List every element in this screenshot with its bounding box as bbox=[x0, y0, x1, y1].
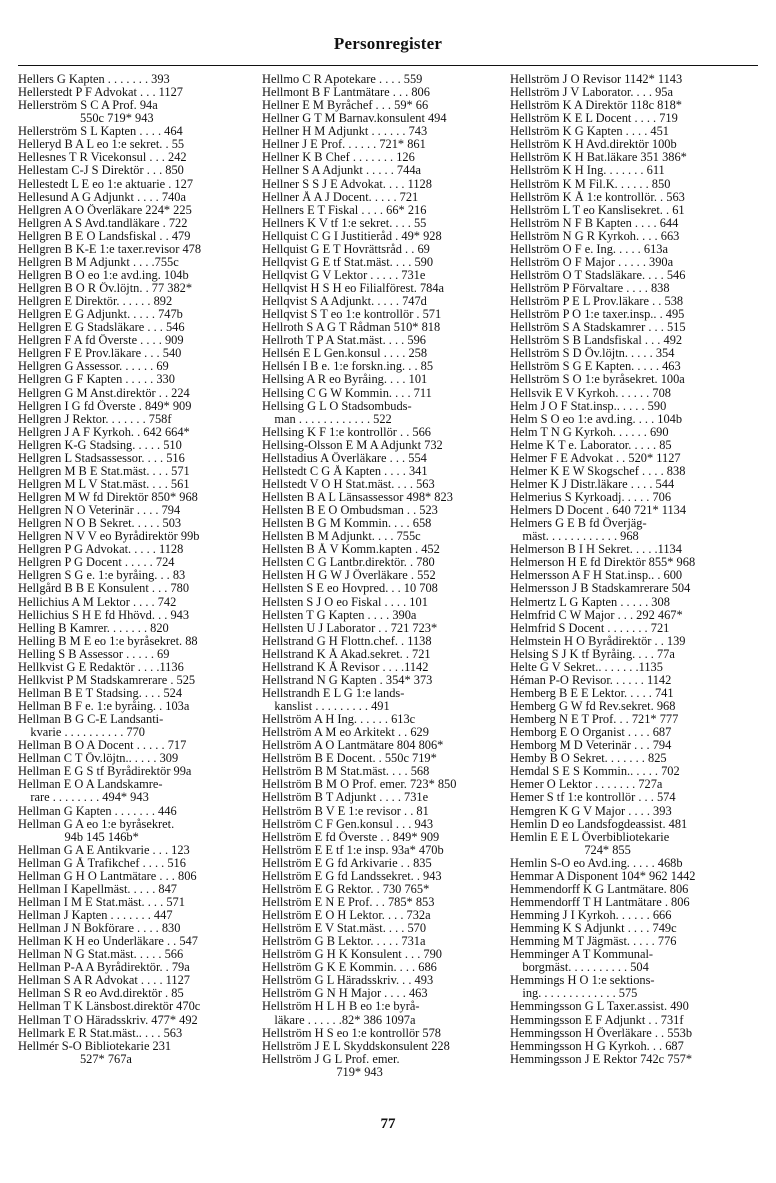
register-entry: Hellsten B Å V Komm.kapten . 452 bbox=[262, 543, 440, 557]
register-entry: Hellman B F e. 1:e byråing. . 103a bbox=[18, 700, 190, 713]
register-entry: Hemberg N E T Prof. . . 721* 777 bbox=[510, 713, 679, 727]
register-entry: Helme K T e. Laborator. . . . . 85 bbox=[510, 438, 672, 452]
register-entry: Hellström O F Major . . . . . 390a bbox=[510, 255, 674, 269]
register-entry: Hellner H M Adjunkt . . . . . . 743 bbox=[262, 125, 428, 139]
register-entry: Hemmingsson G L Taxer.assist. 490 bbox=[510, 1000, 689, 1014]
register-entry: Hellqvist G E tf Stat.mäst. . . . 590 bbox=[262, 255, 434, 269]
register-entry: Hellsing K F 1:e kontrollör . . 566 bbox=[262, 425, 431, 439]
register-entry: mäst. . . . . . . . . . . . 968 bbox=[510, 530, 639, 544]
register-entry: Hellgren K-G Stadsing. . . . . 510 bbox=[18, 438, 182, 452]
register-entry: Hemborg E O Organist . . . . 687 bbox=[510, 726, 672, 740]
register-entry: Hellman T K Länsbost.direktör 470c bbox=[18, 1000, 201, 1014]
register-entry: Hellmér S-O Bibliotekarie 231 bbox=[18, 1039, 172, 1053]
register-entry: Hellström O F e. Ing. . . . . 613a bbox=[510, 242, 668, 256]
register-entry: Hemer S tf 1:e kontrollör . . . 574 bbox=[510, 791, 676, 805]
register-entry: Helling B Kamrer. . . . . . . 820 bbox=[18, 621, 169, 635]
register-entry: Hellgren F E Prov.läkare . . . 540 bbox=[18, 347, 182, 361]
register-entry: Hellström S G E Kapten. . . . . 463 bbox=[510, 360, 681, 374]
register-entry: Hellman B G C-E Landsanti- bbox=[18, 713, 164, 727]
register-entry: Helmer F E Advokat . . 520* 1127 bbox=[510, 451, 681, 465]
register-entry: Hemgren K G V Major . . . . 393 bbox=[510, 804, 672, 818]
register-entry: Hellgren M L V Stat.mäst. . . . 561 bbox=[18, 477, 190, 491]
register-entry: Hellesnes T R Vicekonsul . . . 242 bbox=[18, 151, 187, 165]
register-entry: Hemlin S-O eo Avd.ing. . . . . 468b bbox=[510, 856, 683, 870]
register-entry: Hemer O Lektor . . . . . . . 727a bbox=[510, 778, 663, 792]
register-entry: Hellman B E T Stadsing. . . . 524 bbox=[18, 686, 183, 700]
register-entry: Hellman I Kapellmäst. . . . . 847 bbox=[18, 882, 177, 896]
register-entry: Hellgren S G e. 1:e byråing. . . 83 bbox=[18, 569, 186, 583]
register-entry: Hellström A O Lantmätare 804 806* bbox=[262, 739, 444, 753]
register-entry: Hellstadius A Överläkare . . . 554 bbox=[262, 451, 427, 465]
register-entry: Hellman C T Öv.löjtn.. . . . . 309 bbox=[18, 752, 179, 766]
register-entry: Hellgren E G Adjunkt. . . . . 747b bbox=[18, 308, 183, 322]
register-entry: Hellström E G fd Landssekret. . 943 bbox=[262, 869, 442, 883]
register-entry: Hellstrand K Å Revisor . . . .1142 bbox=[262, 660, 429, 674]
register-entry: Hellström P Förvaltare . . . . 838 bbox=[510, 282, 670, 295]
register-entry: Helm T N G Kyrkoh. . . . . . 690 bbox=[510, 425, 669, 439]
register-entry: Hemmingsson H G Kyrkoh. . . 687 bbox=[510, 1039, 684, 1053]
register-entry: Hellgren B K-E 1:e taxer.revisor 478 bbox=[18, 242, 202, 256]
register-entry: Hemmendorff K G Lantmätare. 806 bbox=[510, 882, 689, 896]
register-entry: Hellman G A E Antikvarie . . . 123 bbox=[18, 843, 190, 857]
register-entry: Helmstein H O Byrådirektör . . 139 bbox=[510, 634, 686, 648]
register-entry: Helleryd B A L eo 1:e sekret. . 55 bbox=[18, 138, 185, 152]
register-entry: Hellman G Kapten . . . . . . . 446 bbox=[18, 804, 177, 818]
register-entry: Hellgren G M Anst.direktör . . 224 bbox=[18, 386, 190, 400]
register-entry: Hellman P-A A Byrådirektör. . 79a bbox=[18, 961, 190, 975]
register-entry: Hellström G H K Konsulent . . . 790 bbox=[262, 948, 442, 962]
register-entry: Helmer K E W Skogschef . . . . 838 bbox=[510, 464, 686, 478]
register-entry: Hellström B M Stat.mäst. . . . 568 bbox=[262, 765, 430, 779]
register-entry: Hellström J G L Prof. emer. bbox=[262, 1052, 400, 1066]
register-entry: Hellners E T Fiskal . . . . 66* 216 bbox=[262, 203, 427, 217]
register-entry: Hellsten H G W J Överläkare . 552 bbox=[262, 569, 436, 583]
register-entry: Hellers G Kapten . . . . . . . 393 bbox=[18, 73, 170, 86]
register-entry: Helte G V Sekret.. . . . . . .1135 bbox=[510, 660, 663, 674]
register-entry: Hemmingsson J E Rektor 742c 757* bbox=[510, 1052, 693, 1066]
register-entry: Hellgren N O B Sekret. . . . . 503 bbox=[18, 517, 182, 531]
register-entry: Hemmendorff T H Lantmätare . 806 bbox=[510, 895, 690, 909]
register-entry: Hellner S S J E Advokat. . . . 1128 bbox=[262, 177, 432, 191]
register-entry: Hellner K B Chef . . . . . . . 126 bbox=[262, 151, 415, 165]
register-entry: Hellman T O Häradsskriv. 477* 492 bbox=[18, 1013, 198, 1027]
register-entry: Hellström P O 1:e taxer.insp.. . 495 bbox=[510, 308, 685, 322]
register-entry: Hellsten S E eo Hovpred. . . 10 708 bbox=[262, 582, 438, 596]
register-entry: Helmersson J B Stadskamrerare 504 bbox=[510, 582, 691, 596]
register-entry: Hellman J Kapten . . . . . . . 447 bbox=[18, 909, 173, 922]
register-entry: Hellichius A M Lektor . . . . 742 bbox=[18, 595, 177, 609]
register-entry: Hellgren M B E Stat.mäst. . . . 571 bbox=[18, 464, 190, 478]
register-entry: Hellström E V Stat.mäst. . . . 570 bbox=[262, 922, 427, 936]
header-rule bbox=[18, 65, 758, 66]
register-entry: Hellman B O A Docent . . . . . 717 bbox=[18, 739, 187, 753]
register-entry: Hemberg G W fd Rev.sekret. 968 bbox=[510, 700, 676, 713]
register-entry: 719* 943 bbox=[262, 1065, 383, 1079]
register-entry: Hellsten B G M Kommin. . . . 658 bbox=[262, 517, 432, 531]
register-entry: Helmer K J Distr.läkare . . . . 544 bbox=[510, 477, 675, 491]
register-column-3 bbox=[510, 73, 758, 1066]
register-entry: Hellström G N H Major . . . . 463 bbox=[262, 987, 428, 1001]
register-entry: Helm J O F Stat.insp.. . . . . 590 bbox=[510, 399, 667, 413]
register-entry: Hellström B V E 1:e revisor . . 81 bbox=[262, 804, 429, 818]
register-column-1 bbox=[18, 73, 262, 1066]
register-entry: Hellström C F Gen.konsul . . . 943 bbox=[262, 817, 434, 831]
register-entry: Hellström H S eo 1:e kontrollör 578 bbox=[262, 1026, 441, 1040]
register-entry: Hellström K E L Docent . . . . 719 bbox=[510, 112, 678, 126]
register-entry: Helling S B Assessor . . . . . 69 bbox=[18, 647, 170, 661]
register-entry: Hellström E G Rektor. . 730 765* bbox=[262, 882, 430, 896]
register-entry: Hellman S R eo Avd.direktör . 85 bbox=[18, 987, 184, 1001]
register-entry: Hellsing-Olsson E M A Adjunkt 732 bbox=[262, 438, 443, 452]
register-entry: Hellestedt L E eo 1:e aktuarie . 127 bbox=[18, 177, 194, 191]
register-entry: Hemmingsson E F Adjunkt . . 731f bbox=[510, 1013, 684, 1027]
register-entry: Hellström G L Häradsskriv. . . 493 bbox=[262, 974, 434, 988]
register-entry: Hellsén I B e. 1:e forskn.ing. . . 85 bbox=[262, 360, 434, 374]
register-entry: Hemby B O Sekret. . . . . . . 825 bbox=[510, 752, 667, 766]
register-entry: Hellstedt V O H Stat.mäst. . . . 563 bbox=[262, 477, 435, 491]
register-entry: Hellsing C G W Kommin. . . . 711 bbox=[262, 386, 432, 400]
register-entry: Hellman G H O Lantmätare . . . 806 bbox=[18, 869, 197, 883]
register-entry: Hellgren G F Kapten . . . . . 330 bbox=[18, 373, 175, 387]
register-entry: Hellgren B O eo 1:e avd.ing. 104b bbox=[18, 268, 189, 282]
register-entry: Hellners K V tf 1:e sekret. . . . 55 bbox=[262, 216, 427, 230]
register-entry: Hellström P E L Prov.läkare . . 538 bbox=[510, 295, 684, 309]
register-entry: Hellquist G E T Hovrättsråd . . 69 bbox=[262, 242, 430, 256]
register-entry: Hellsén E L Gen.konsul . . . . 258 bbox=[262, 347, 428, 361]
register-entry: Hellström H L H B eo 1:e byrå- bbox=[262, 1000, 420, 1014]
register-entry: Hellgren B M Adjunkt . . . .755c bbox=[18, 255, 179, 269]
register-entry: Hellström J O Revisor 1142* 1143 bbox=[510, 73, 683, 86]
register-entry: Hellsten C G Lantbr.direktör. . 780 bbox=[262, 556, 435, 570]
register-entry: Hellman E G S tf Byrådirektör 99a bbox=[18, 765, 192, 779]
register-entry: kvarie . . . . . . . . . . 770 bbox=[18, 726, 145, 740]
register-entry: man . . . . . . . . . . . . 522 bbox=[262, 412, 392, 426]
register-entry: Hellström J V Laborator. . . . 95a bbox=[510, 86, 674, 100]
register-entry: Hellgren J A F Kyrkoh. . 642 664* bbox=[18, 425, 190, 439]
register-entry: Hellichius S H E fd Hhövd. . . 943 bbox=[18, 608, 190, 622]
register-entry: Hellström K M Fil.K. . . . . . 850 bbox=[510, 177, 671, 191]
register-entry: Hellmark E R Stat.mäst.. . . . 563 bbox=[18, 1026, 183, 1040]
register-entry: Hellgren J Rektor. . . . . . . 758f bbox=[18, 412, 172, 426]
register-entry: Hemlin E E L Överbibliotekarie bbox=[510, 830, 670, 844]
register-entry: Hellsten B M Adjunkt. . . . 755c bbox=[262, 530, 421, 544]
register-entry: Hellstedt C G Å Kapten . . . . 341 bbox=[262, 464, 428, 478]
register-entry: Hellestam C-J S Direktör . . . 850 bbox=[18, 164, 184, 178]
register-entry: Hellgren P G Docent . . . . . 724 bbox=[18, 556, 175, 570]
register-entry: ing. . . . . . . . . . . . . 575 bbox=[510, 987, 638, 1001]
register-entry: Helsing S J K tf Byråing. . . . 77a bbox=[510, 647, 675, 661]
register-entry: Helmfrid C W Major . . . 292 467* bbox=[510, 608, 683, 622]
register-entry: Hellsten U J Laborator . . 721 723* bbox=[262, 621, 438, 635]
register-entry: Hellström K Å 1:e kontrollör. . 563 bbox=[510, 190, 685, 204]
register-entry: Hellqvist S A Adjunkt. . . . . 747d bbox=[262, 295, 427, 309]
register-entry: Helling B M E eo 1:e byråsekret. 88 bbox=[18, 634, 198, 648]
register-entry: Hellgren N V V eo Byrådirektör 99b bbox=[18, 530, 200, 544]
register-entry: Hellström A H Ing. . . . . . 613c bbox=[262, 713, 416, 727]
register-entry: Hellner E M Byråchef . . . 59* 66 bbox=[262, 99, 429, 113]
register-entry: Hellstrand K Å Akad.sekret. . 721 bbox=[262, 647, 431, 661]
register-entry: Hellkvist G E Redaktör . . . .1136 bbox=[18, 660, 184, 674]
page-title: Personregister bbox=[333, 34, 443, 53]
register-entry: Hellström G K E Kommin. . . . 686 bbox=[262, 961, 437, 975]
register-entry: Hellström S O 1:e byråsekret. 100a bbox=[510, 373, 685, 387]
register-entry: 550c 719* 943 bbox=[18, 112, 154, 126]
register-entry: Hellström B E Docent. . 550c 719* bbox=[262, 752, 437, 766]
register-entry: Hellström E fd Överste . . 849* 909 bbox=[262, 830, 440, 844]
register-entry: Hellsten B E O Ombudsman . . 523 bbox=[262, 504, 438, 518]
register-entry: borgmäst. . . . . . . . . . 504 bbox=[510, 961, 649, 975]
register-entry: Hellqvist G V Lektor . . . . . 731e bbox=[262, 268, 426, 282]
register-entry: Hellström S D Öv.löjtn. . . . . 354 bbox=[510, 347, 675, 361]
register-entry: Hellström S A Stadskamrer . . . 515 bbox=[510, 321, 686, 335]
register-entry: Hellmont B F Lantmätare . . . 806 bbox=[262, 86, 430, 100]
register-entry: Hellsten B A L Länsassessor 498* 823 bbox=[262, 491, 453, 504]
register-entry: Helmerius S Kyrkoadj. . . . . 706 bbox=[510, 491, 672, 504]
register-entry: Hellstrand N G Kapten . 354* 373 bbox=[262, 673, 433, 687]
register-entry: Hellgren F A fd Överste . . . . 909 bbox=[18, 334, 184, 348]
register-entry: Helmers D Docent . 640 721* 1134 bbox=[510, 504, 687, 518]
register-entry: Hellgren M W fd Direktör 850* 968 bbox=[18, 491, 198, 504]
register-entry: 527* 767a bbox=[18, 1052, 132, 1066]
register-entry: Hellström E N E Prof. . . 785* 853 bbox=[262, 895, 435, 909]
register-entry: kanslist . . . . . . . . . 491 bbox=[262, 700, 390, 713]
register-entry: Hellsing G L O Stadsombuds- bbox=[262, 399, 412, 413]
register-entry: Héman P-O Revisor. . . . . . 1142 bbox=[510, 673, 672, 687]
register-entry: Hellman S A R Advokat . . . . 1127 bbox=[18, 974, 190, 988]
register-entry: Hellqvist H S H eo Filialförest. 784a bbox=[262, 282, 445, 295]
register-entry: Hellman E O A Landskamre- bbox=[18, 778, 163, 792]
register-entry: Hemming M T Jägmäst. . . . . 776 bbox=[510, 935, 677, 949]
register-entry: 94b 145 146b* bbox=[18, 830, 139, 844]
register-entry: Hemmar A Disponent 104* 962 1442 bbox=[510, 869, 696, 883]
register-entry: Hellqvist S T eo 1:e kontrollör . 571 bbox=[262, 308, 442, 322]
register-entry: Hellgård B B E Konsulent . . . 780 bbox=[18, 582, 190, 596]
register-entry: Hellroth T P A Stat.mäst. . . . 596 bbox=[262, 334, 426, 348]
register-entry: Hellman G A eo 1:e byråsekret. bbox=[18, 817, 175, 831]
register-entry: Hemminger A T Kommunal- bbox=[510, 948, 654, 962]
register-entry: Hellström K G Kapten . . . . 451 bbox=[510, 125, 669, 139]
register-entry: Hellman J N Bokförare . . . . 830 bbox=[18, 922, 181, 936]
register-entry: Hellsten S J O eo Fiskal . . . . 101 bbox=[262, 595, 428, 609]
register-entry: Hellgren E Direktör. . . . . . 892 bbox=[18, 295, 173, 309]
register-entry: Hellerström S C A Prof. 94a bbox=[18, 99, 158, 113]
register-entry: Hellström A M eo Arkitekt . . 629 bbox=[262, 726, 429, 740]
register-entry: Hellström G B Lektor. . . . . 731a bbox=[262, 935, 426, 949]
register-entry: Hemlin D eo Landsfogdeassist. 481 bbox=[510, 817, 688, 831]
register-entry: Helmertz L G Kapten . . . . . 308 bbox=[510, 595, 670, 609]
register-entry: Hellgren L Stadsassessor. . . . 516 bbox=[18, 451, 185, 465]
register-entry: Hellner J E Prof. . . . . . 721* 861 bbox=[262, 138, 426, 152]
register-entry: Hellström N G R Kyrkoh. . . . 663 bbox=[510, 229, 680, 243]
register-entry: rare . . . . . . . . 494* 943 bbox=[18, 791, 149, 805]
register-entry: läkare . . . . . .82* 386 1097a bbox=[262, 1013, 416, 1027]
register-entry: Hellesund A G Adjunkt . . . . 740a bbox=[18, 190, 186, 204]
register-entry: Helmerson H E fd Direktör 855* 968 bbox=[510, 556, 696, 570]
register-entry: Hellsvik E V Kyrkoh. . . . . . 708 bbox=[510, 386, 671, 400]
register-entry: Hellström E E tf 1:e insp. 93a* 470b bbox=[262, 843, 444, 857]
register-entry: Hellström E O H Lektor. . . . 732a bbox=[262, 909, 431, 922]
register-entry: Helmerson B I H Sekret. . . . .1134 bbox=[510, 543, 682, 557]
register-entry: Hemming J I Kyrkoh. . . . . . 666 bbox=[510, 909, 672, 922]
register-entry: Hellström K A Direktör 118c 818* bbox=[510, 99, 682, 113]
register-entry: Helmers G E B fd Överjäg- bbox=[510, 517, 647, 531]
register-entry: Hellgren E G Stadsläkare . . . 546 bbox=[18, 321, 185, 335]
register-entry: Hellsing A R eo Byråing. . . . 101 bbox=[262, 373, 428, 387]
register-entry: Hellström K H Bat.läkare 351 386* bbox=[510, 151, 687, 165]
register-entry: Hellstrandh E L G 1:e lands- bbox=[262, 686, 405, 700]
register-entry: Hellström K H Ing. . . . . . . 611 bbox=[510, 164, 665, 178]
register-entry: Hemdal S E S Kommin.. . . . . 702 bbox=[510, 765, 680, 779]
register-entry: Hellström L T eo Kanslisekret. . 61 bbox=[510, 203, 685, 217]
register-entry: Hemmings H O 1:e sektions- bbox=[510, 974, 655, 988]
register-entry: Hellman K H eo Underläkare . . 547 bbox=[18, 935, 198, 949]
register-entry: Helmfrid S Docent . . . . . . . 721 bbox=[510, 621, 670, 635]
register-entry: Hellgren G Assessor. . . . . . 69 bbox=[18, 360, 169, 374]
register-entry: Hellström J E L Skyddskonsulent 228 bbox=[262, 1039, 450, 1053]
register-entry: Hellgren A S Avd.tandläkare . 722 bbox=[18, 216, 188, 230]
register-entry: Hellman N G Stat.mäst. . . . . 566 bbox=[18, 948, 184, 962]
register-entry: Hellgren I G fd Överste . 849* 909 bbox=[18, 399, 192, 413]
register-entry: Hellkvist P M Stadskamrerare . 525 bbox=[18, 673, 196, 687]
register-entry: Helm S O eo 1:e avd.ing. . . . 104b bbox=[510, 412, 683, 426]
register-entry: Helmersson A F H Stat.insp.. . 600 bbox=[510, 569, 683, 583]
register-entry: 724* 855 bbox=[510, 843, 631, 857]
register-entry: Hellgren A O Överläkare 224* 225 bbox=[18, 203, 192, 217]
register-entry: Hellström B M O Prof. emer. 723* 850 bbox=[262, 778, 457, 792]
register-entry: Hemberg B E E Lektor. . . . . 741 bbox=[510, 686, 674, 700]
register-entry: Hellman I M E Stat.mäst. . . . 571 bbox=[18, 895, 185, 909]
page-number: 77 bbox=[380, 1116, 396, 1132]
register-entry: Hemborg M D Veterinär . . . 794 bbox=[510, 739, 672, 753]
register-entry: Hellroth S A G T Rådman 510* 818 bbox=[262, 321, 441, 335]
register-entry: Hellgren P G Advokat. . . . . 1128 bbox=[18, 543, 184, 557]
register-entry: Hellgren N O Veterinär . . . . 794 bbox=[18, 504, 181, 518]
register-entry: Hemmingsson H Överläkare . . 553b bbox=[510, 1026, 693, 1040]
register-entry: Hellgren B E O Landsfiskal . . 479 bbox=[18, 229, 191, 243]
register-column-2 bbox=[262, 73, 506, 1079]
register-entry: Hellström B T Adjunkt . . . . 731e bbox=[262, 791, 429, 805]
register-entry: Hellström S B Landsfiskal . . . 492 bbox=[510, 334, 683, 348]
register-entry: Hellman G Å Trafikchef . . . . 516 bbox=[18, 856, 186, 870]
register-entry: Hellström N F B Kapten . . . . 644 bbox=[510, 216, 679, 230]
register-entry: Hellström O T Stadsläkare. . . . 546 bbox=[510, 268, 686, 282]
register-entry: Hellgren B O R Öv.löjtn. . 77 382* bbox=[18, 282, 193, 295]
register-entry: Hellner S A Adjunkt . . . . . 744a bbox=[262, 164, 422, 178]
register-entry: Hellmo C R Apotekare . . . . 559 bbox=[262, 73, 423, 86]
register-entry: Hellerstedt P F Advokat . . . 1127 bbox=[18, 86, 183, 100]
register-entry: Hellquist C G I Justitieråd . 49* 928 bbox=[262, 229, 442, 243]
register-entry: Hellström E G fd Arkivarie . . 835 bbox=[262, 856, 432, 870]
register-entry: Hellner Å A J Docent. . . . . 721 bbox=[262, 190, 419, 204]
register-entry: Hellsten T G Kapten . . . . 390a bbox=[262, 608, 417, 622]
register-entry: Hellerström S L Kapten . . . . 464 bbox=[18, 125, 183, 139]
register-entry: Hellström K H Avd.direktör 100b bbox=[510, 138, 677, 152]
register-entry: Hellstrand G H Flottn.chef. . 1138 bbox=[262, 634, 432, 648]
register-entry: Hellner G T M Barnav.konsulent 494 bbox=[262, 112, 447, 126]
register-entry: Hemming K S Adjunkt . . . . 749c bbox=[510, 922, 677, 936]
